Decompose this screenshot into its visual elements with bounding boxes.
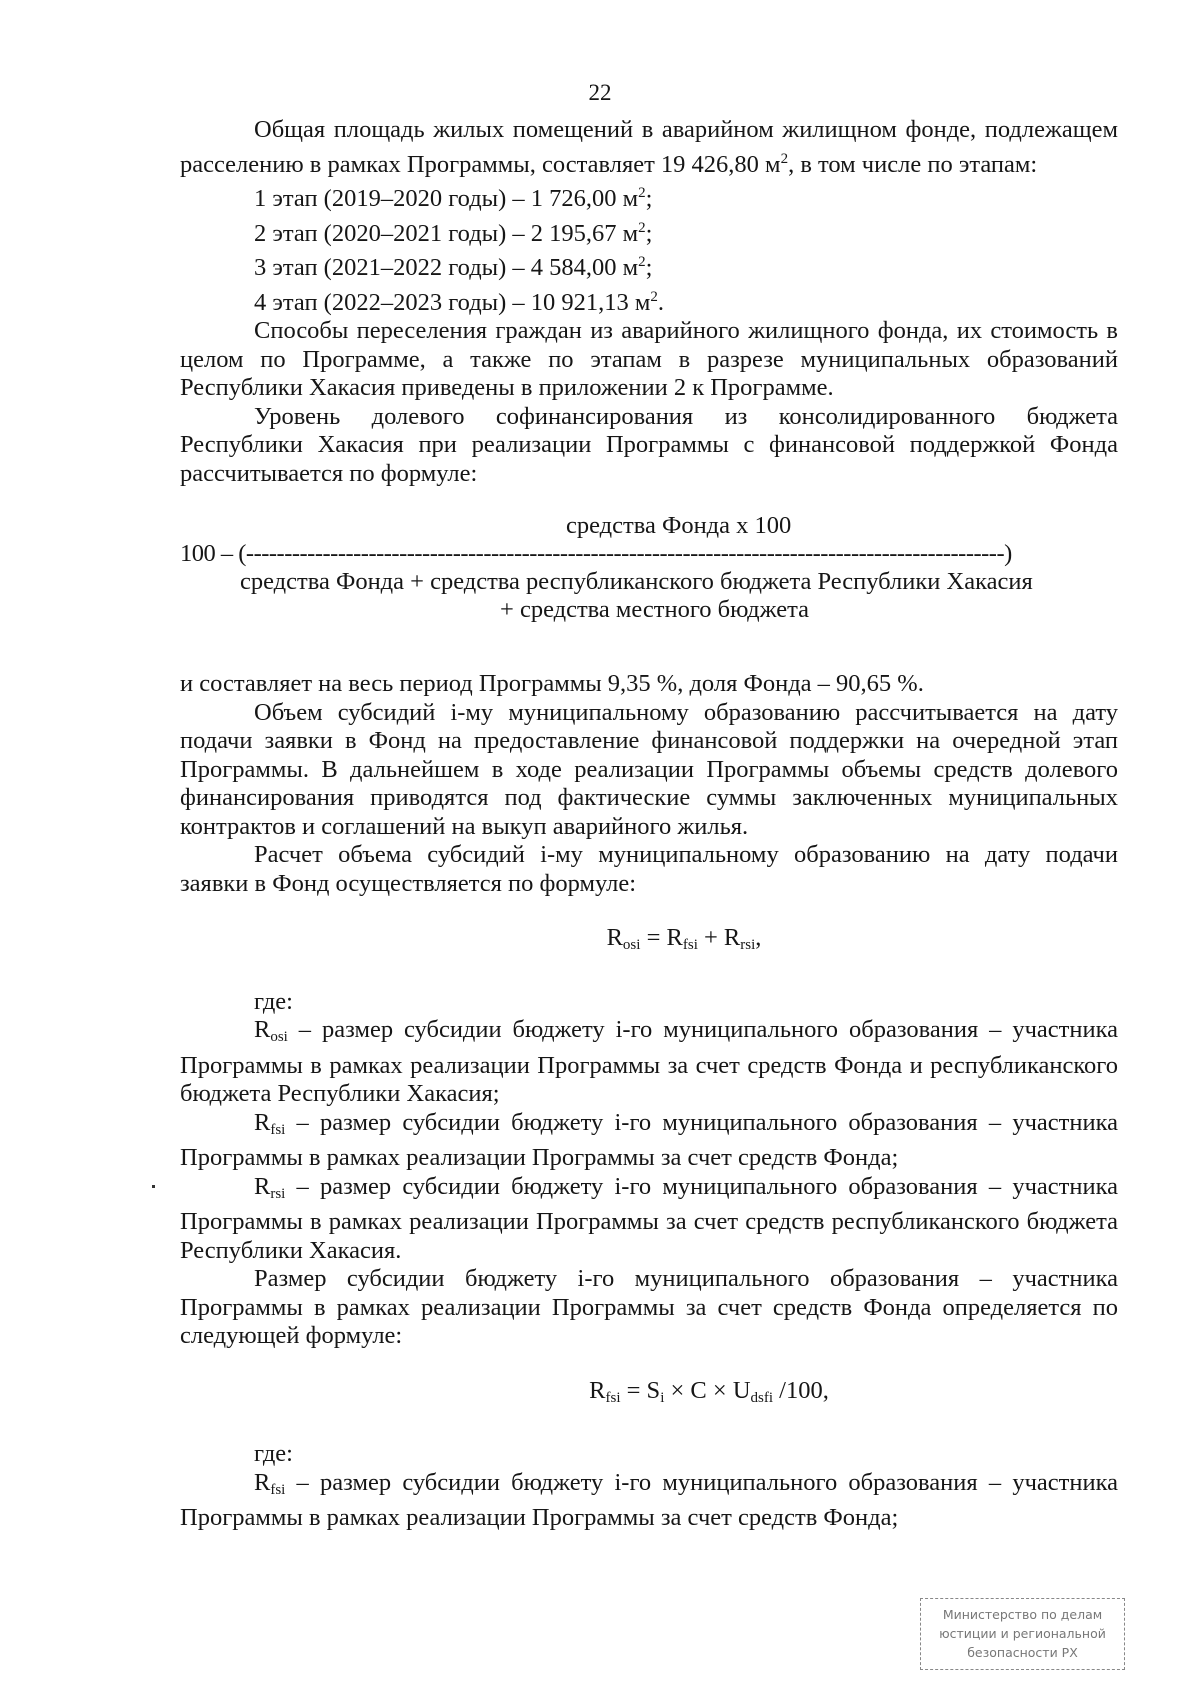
formula-numerator: средства Фонда х 100: [566, 512, 792, 539]
formula-rosi: $R_{osi} = R_{fsi} + R_{rsi}$,: [606, 924, 762, 953]
definition-rfsi: $R_{fsi}$ – размер субсидии бюджету i-го муниципального образования – участника Программы в рамках реализации Программы за счет средств Фонда;: [180, 1108, 1118, 1171]
definition-rosi: $R_{osi}$ – размер субсидии бюджету i-го муниципального образования – участника Программы в рамках реализации Программы за счет средств Фонда и республиканского бюджета Республики Хакасия;: [180, 1016, 1118, 1107]
share-formula: [180, 512, 1118, 646]
paragraph-resettlement-methods: Способы переселения граждан из аварийного жилищного фонда, их стоимость в целом по Программе, а также по этапам в разрезе муниципальных образований Республики Хакасия приведены в приложении 2 к Программе.: [180, 317, 1118, 401]
formula-denominator: средства Фонда + средства республиканского бюджета Республики Хакасия: [240, 568, 1033, 595]
paragraph-share-result: и составляет на весь период Программы 9,35 %, доля Фонда – 90,65 %.: [180, 670, 924, 697]
stage-line: 4 этап (2022–2023 годы) – 10 921,13 $м^2$.: [254, 288, 665, 316]
ministry-stamp: Министерство по делам юстиции и региональной безопасности РХ: [920, 1598, 1125, 1670]
formula-rfsi: $R_{fsi} = S_i \times C \times U_{dsfi}$ /100,: [589, 1376, 829, 1406]
paragraph-fund-subsidy: Размер субсидии бюджету i-го муниципального образования – участника Программы в рамках реализации Программы за счет средств Фонда определяется по следующей формуле:: [180, 1265, 1118, 1349]
formula-fraction-line: 100 – (---------------------------------------------------------------------------------------------------): [180, 540, 1012, 567]
scan-mark: [152, 1185, 155, 1188]
definition-rrsi: $R_{rsi}$ – размер субсидии бюджету i-го муниципального образования – участника Программы в рамках реализации Программы за счет средств республиканского бюджета Республики Хакасия.: [180, 1172, 1118, 1264]
stage-line: 2 этап (2020–2021 годы) – 2 195,67 $м^2$;: [254, 219, 653, 247]
stage-line: 3 этап (2021–2022 годы) – 4 584,00 $м^2$;: [254, 254, 653, 281]
formula-denominator-continued: + средства местного бюджета: [500, 596, 810, 623]
paragraph-subsidy-volume: Объем субсидий i-му муниципальному образованию рассчитывается на дату подачи заявки в Фонд на предоставление финансовой поддержки на очередной этап Программы. В дальнейшем в ходе реализации Программы объемы средств долевого финансирования приводятся под фактические суммы заключенных муниципальных контрактов и соглашений на выкуп аварийного жилья.: [180, 698, 1118, 840]
paragraph-total-area: Общая площадь жилых помещений в аварийном жилищном фонде, подлежащем расселению в рамках Программы, составляет 19 426,80 $м^2$, в том числе по этапам:: [180, 116, 1118, 178]
definition-rfsi-second: $R_{fsi}$ – размер субсидии бюджету i-го муниципального образования – участника Программы в рамках реализации Программы за счет средств Фонда;: [180, 1468, 1118, 1531]
stage-line: 1 этап (2019–2020 годы) – 1 726,00 $м^2$;: [254, 185, 653, 212]
paragraph-cofinancing-level: Уровень долевого софинансирования из консолидированного бюджета Республики Хакасия при реализации Программы с финансовой поддержкой Фонда рассчитывается по формуле:: [180, 402, 1118, 487]
page-number: 22: [588, 80, 612, 105]
where-label: где:: [254, 1440, 293, 1467]
where-label: где:: [254, 987, 293, 1015]
document-body: [180, 116, 1118, 1533]
paragraph-calculation: Расчет объема субсидий i-му муниципальному образованию на дату подачи заявки в Фонд осуществляется по формуле:: [180, 841, 1118, 897]
